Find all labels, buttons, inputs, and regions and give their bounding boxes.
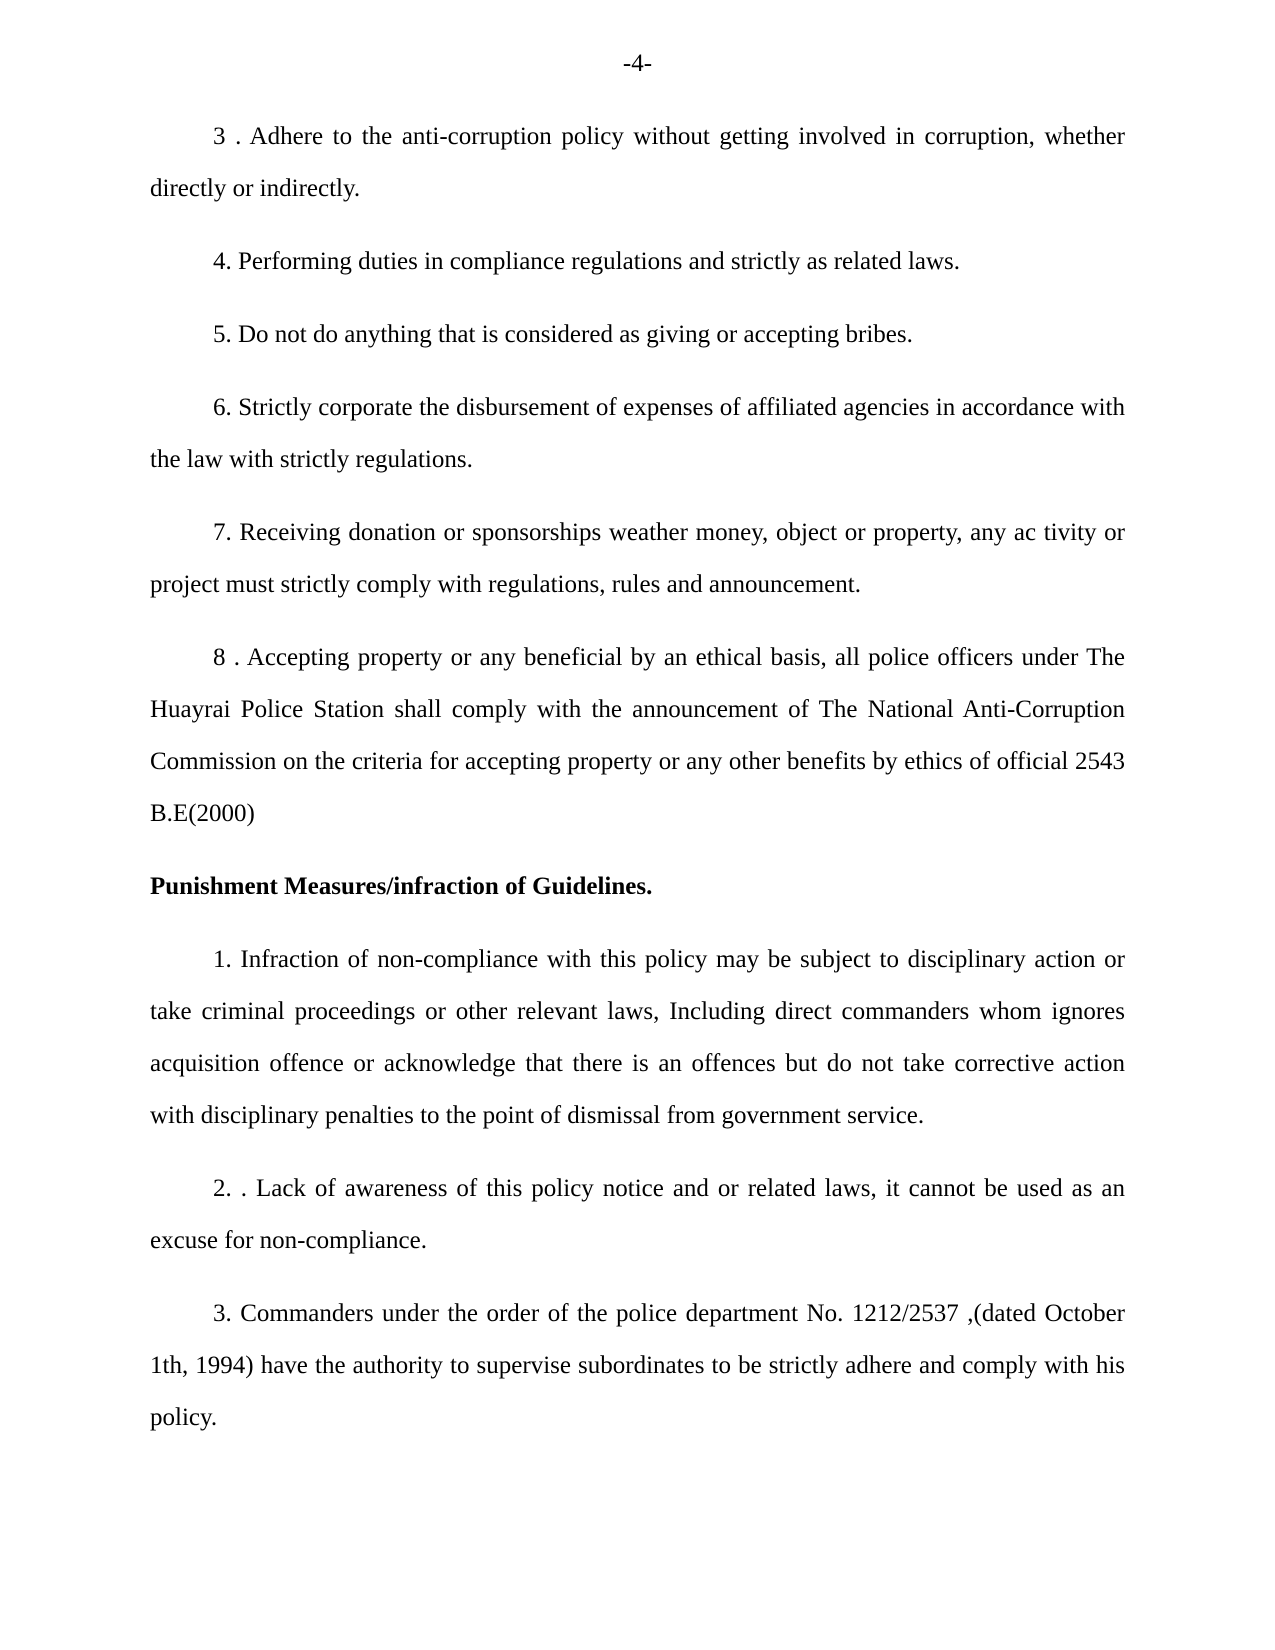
punishment-paragraph-2: 2. . Lack of awareness of this policy notice and or related laws, it cannot be used as an excuse for non-compliance.	[150, 1175, 1125, 1254]
page-number: -4-	[622, 50, 653, 77]
paragraph-item-7: 7. Receiving donation or sponsorships weather money, object or property, any ac tivity or project must strictly comply with regulations, rules and announcement.	[150, 519, 1125, 598]
paragraph-item-8: 8 . Accepting property or any beneficial by an ethical basis, all police officers under The Huayrai Police Station shall comply with the announcement of The National Anti-Corruption Commission on the criteria for accepting property or any other benefits by ethics of official 2543 B.E(2000)	[150, 644, 1125, 827]
punishment-paragraph-3: 3. Commanders under the order of the police department No. 1212/2537 ,(dated October 1th, 1994) have the authority to supervise subordinates to be strictly adhere and comply with his policy.	[150, 1300, 1125, 1431]
paragraph-item-3: 3 . Adhere to the anti-corruption policy without getting involved in corruption, whether directly or indirectly.	[150, 123, 1125, 202]
paragraph-item-4: 4. Performing duties in compliance regulations and strictly as related laws.	[213, 248, 961, 275]
paragraph-item-5: 5. Do not do anything that is considered as giving or accepting bribes.	[213, 321, 913, 348]
punishment-measures-heading: Punishment Measures/infraction of Guidelines.	[150, 873, 653, 900]
paragraph-item-6: 6. Strictly corporate the disbursement of expenses of affiliated agencies in accordance with the law with strictly regulations.	[150, 394, 1125, 473]
punishment-paragraph-1: 1. Infraction of non-compliance with this policy may be subject to disciplinary action or take criminal proceedings or other relevant laws, Including direct commanders whom ignores acquisition offence or acknowledge that there is an offences but do not take corrective action with disciplinary penalties to the point of dismissal from government service.	[150, 946, 1125, 1129]
